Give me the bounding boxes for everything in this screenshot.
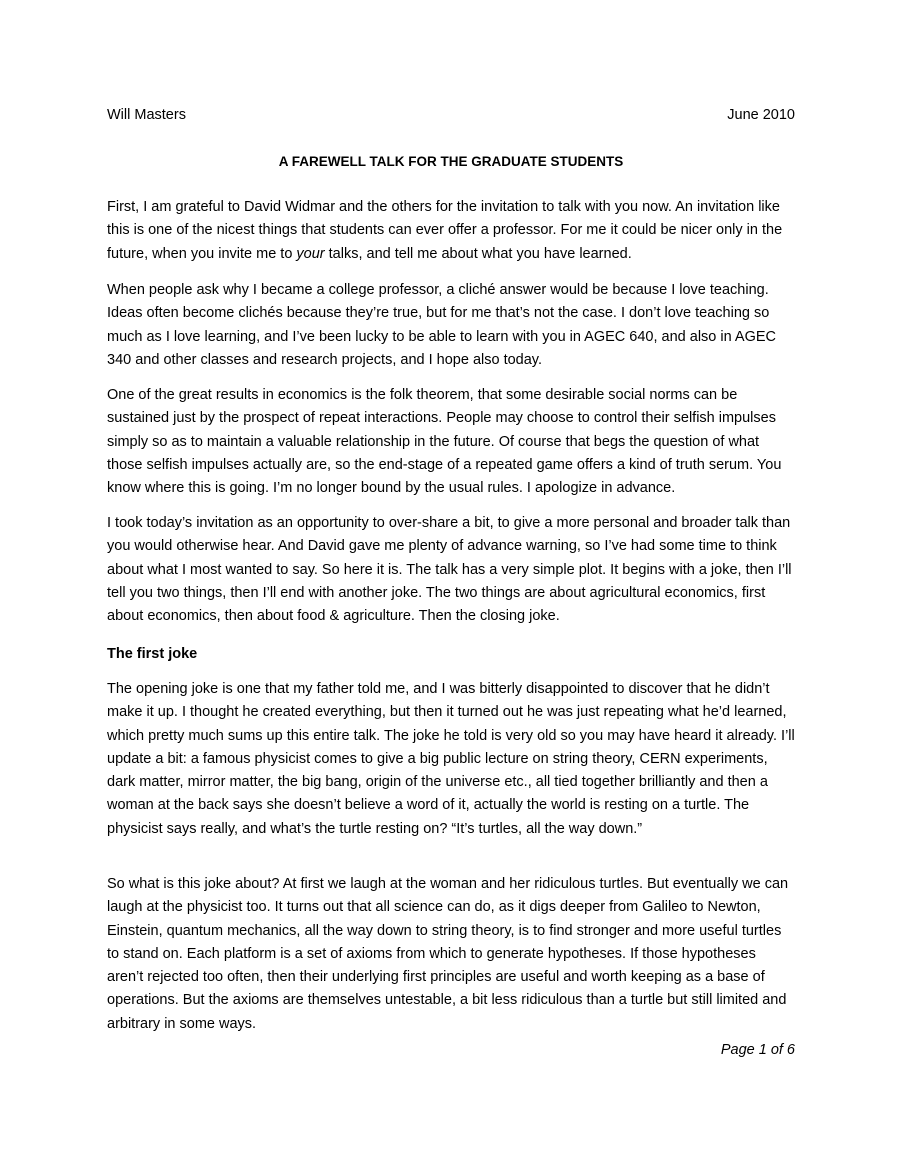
author-name: Will Masters (107, 107, 186, 123)
paragraph-2: When people ask why I became a college professor, a cliché answer would be because I love teaching. Ideas often become clichés because they’re true, but for me that’s not the case. I don’t love teaching so much as I love learning, and I’ve been lucky to be able to learn with you in AGEC 640, and also in AGEC 340 and other classes and research projects, and I hope also today. (107, 282, 777, 368)
document-date: June 2010 (727, 107, 795, 123)
page-number: Page 1 of 6 (720, 1042, 795, 1058)
document-header (107, 104, 795, 126)
paragraph-1-text-a: First, I am grateful to David Widmar and the others for the invitation to talk with you now. An invitation like this is one of the nicest things that students can ever offer a professor. For me it could be nicer only in the future, when you invite me to (107, 199, 783, 262)
paragraph-6: So what is this joke about? At first we laugh at the woman and her ridiculous turtles. But eventually we can laugh at the physicist too. It turns out that all science can do, as it digs deeper from Galileo to Newton, Einstein, quantum mechanics, all the way down to string theory, is to find stronger and more useful turtles to stand on. Each platform is a set of axioms from which to generate hypotheses. If those hypotheses aren’t rejected too often, then their underlying first principles are useful and worth keeping as a base of operations. But the axioms are themselves untestable, a bit less ridiculous than a turtle but still limited and arbitrary in some ways. (107, 876, 789, 1032)
paragraph-5: The opening joke is one that my father told me, and I was bitterly disappointed to discover that he didn’t make it up. I thought he created everything, but then it turned out he was just repeating what he’d learned, which pretty much sums up this entire talk. The joke he told is very old so you may have heard it already. I’ll update a bit: a famous physicist comes to give a big public lecture on string theory, CERN experiments, dark matter, mirror matter, the big bang, origin of the universe etc., all tied together brilliantly and then a woman at the back says she doesn’t believe a word of it, actually the world is resting on a turtle. The physicist says really, and what’s the turtle resting on? “It’s turtles, all the way down.” (107, 681, 795, 837)
paragraph-1-text-b: talks, and tell me about what you have learned. (324, 245, 632, 262)
document-title: A FAREWELL TALK FOR THE GRADUATE STUDENTS (278, 154, 624, 169)
paragraph-3: One of the great results in economics is the folk theorem, that some desirable social norms can be sustained just by the prospect of repeat interactions. People may choose to control their selfish impulses simply so as to maintain a valuable relationship in the future. Of course that begs the question of what those selfish impulses actually are, so the end-stage of a repeated game offers a kind of truth serum. You know where this is going. I’m no longer bound by the usual rules. I apologize in advance. (107, 387, 782, 497)
paragraph-1 (107, 196, 795, 266)
section-heading: The first joke (107, 646, 198, 662)
paragraph-1-emphasis: your (296, 245, 325, 262)
paragraph-4: I took today’s invitation as an opportunity to over-share a bit, to give a more personal and broader talk than you would otherwise hear. And David gave me plenty of advance warning, so I’ve had some time to think about what I most wanted to say. So here it is. The talk has a very simple plot. It begins with a joke, then I’ll tell you two things, then I’ll end with another joke. The two things are about agricultural economics, first about economics, then about food & agriculture. Then the closing joke. (107, 515, 792, 625)
